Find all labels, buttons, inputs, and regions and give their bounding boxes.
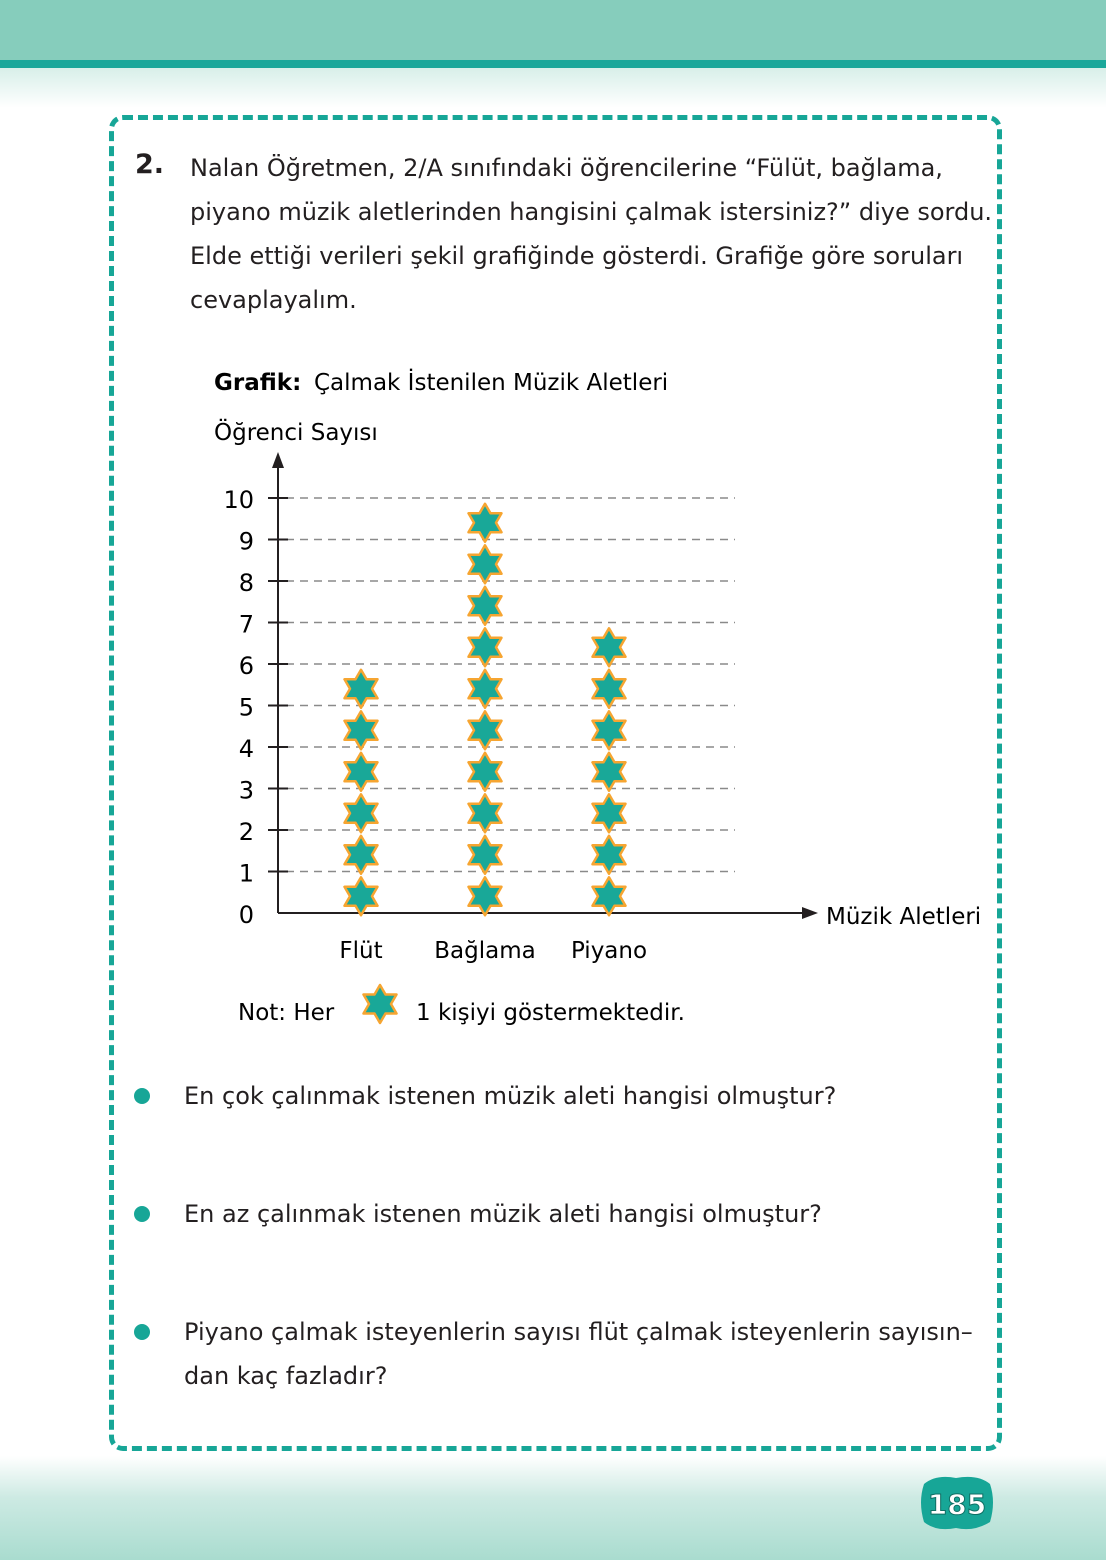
star-column — [345, 670, 378, 916]
star-mark — [593, 836, 626, 874]
star-mark — [469, 753, 502, 791]
star-mark — [593, 753, 626, 791]
category-label: Flüt — [339, 938, 383, 964]
sub-question-2: En az çalınmak istenen müzik aleti hangisi olmuştur? — [184, 1200, 822, 1228]
question-line: cevaplayalım. — [190, 286, 357, 314]
category-label: Bağlama — [434, 938, 536, 964]
note-star-mark — [364, 985, 397, 1023]
sub-question-3-line-1: Piyano çalmak isteyenlerin sayısı flüt çalmak isteyenlerin sayısın– — [184, 1318, 973, 1346]
y-tick-label: 7 — [238, 610, 254, 639]
note-suffix: 1 kişiyi göstermektedir. — [416, 1000, 685, 1026]
category-labels — [339, 938, 647, 964]
bullet-icon — [134, 1088, 150, 1104]
y-tick-label: 5 — [238, 693, 254, 722]
question-line: piyano müzik aletlerinden hangisini çalmak istersiniz?” diye sordu. — [190, 198, 993, 226]
star-mark — [593, 628, 626, 666]
y-tick-label: 2 — [238, 818, 254, 846]
star-mark — [469, 711, 502, 749]
star-columns — [345, 504, 626, 916]
chart-title: Çalmak İstenilen Müzik Aletleri — [314, 370, 669, 396]
star-mark — [345, 836, 378, 874]
star-mark — [469, 628, 502, 666]
y-tick-label: 3 — [238, 776, 254, 805]
x-axis-label: Müzik Aletleri — [826, 904, 982, 930]
y-tick-label: 8 — [238, 569, 254, 597]
page-number-badge — [916, 1472, 996, 1536]
star-mark — [469, 587, 502, 625]
note-star-icon — [364, 985, 397, 1023]
y-axis-label: Öğrenci Sayısı — [214, 420, 378, 446]
y-tick-label: 4 — [238, 735, 254, 763]
x-axis-arrow — [802, 907, 818, 919]
star-mark — [345, 711, 378, 749]
y-tick-label: 6 — [238, 652, 254, 680]
category-label: Piyano — [570, 938, 648, 964]
note-prefix: Not: Her — [238, 1000, 335, 1026]
y-tick-label: 9 — [238, 527, 254, 556]
star-mark — [345, 670, 378, 708]
star-mark — [345, 794, 378, 832]
bullet-icon — [134, 1324, 150, 1340]
star-mark — [593, 711, 626, 749]
page-number: 185 — [927, 1488, 987, 1521]
star-mark — [469, 504, 502, 542]
bullet-icon — [134, 1206, 150, 1222]
star-mark — [469, 836, 502, 874]
chart-title-label: Grafik: — [214, 370, 302, 396]
star-mark — [593, 670, 626, 708]
star-mark — [593, 794, 626, 832]
y-axis-arrow — [272, 452, 284, 468]
sub-question-3-line-2: dan kaç fazladır? — [184, 1362, 388, 1390]
star-mark — [469, 877, 502, 915]
star-mark — [345, 753, 378, 791]
sub-question-1: En çok çalınmak istenen müzik aleti hangisi olmuştur? — [184, 1082, 837, 1110]
question-line: Nalan Öğretmen, 2/A sınıfındaki öğrencilerine “Fülüt, bağlama, — [190, 154, 943, 182]
star-mark — [593, 877, 626, 915]
y-tick-label: 10 — [223, 486, 254, 514]
star-mark — [469, 670, 502, 708]
star-mark — [469, 545, 502, 583]
question-number: 2. — [135, 149, 165, 180]
y-tick-label: 0 — [238, 901, 254, 929]
star-mark — [469, 794, 502, 832]
star-mark — [345, 877, 378, 915]
star-column — [469, 504, 502, 916]
y-tick-label: 1 — [238, 859, 254, 888]
question-line: Elde ettiği verileri şekil grafiğinde gösterdi. Grafiğe göre soruları — [190, 242, 964, 270]
